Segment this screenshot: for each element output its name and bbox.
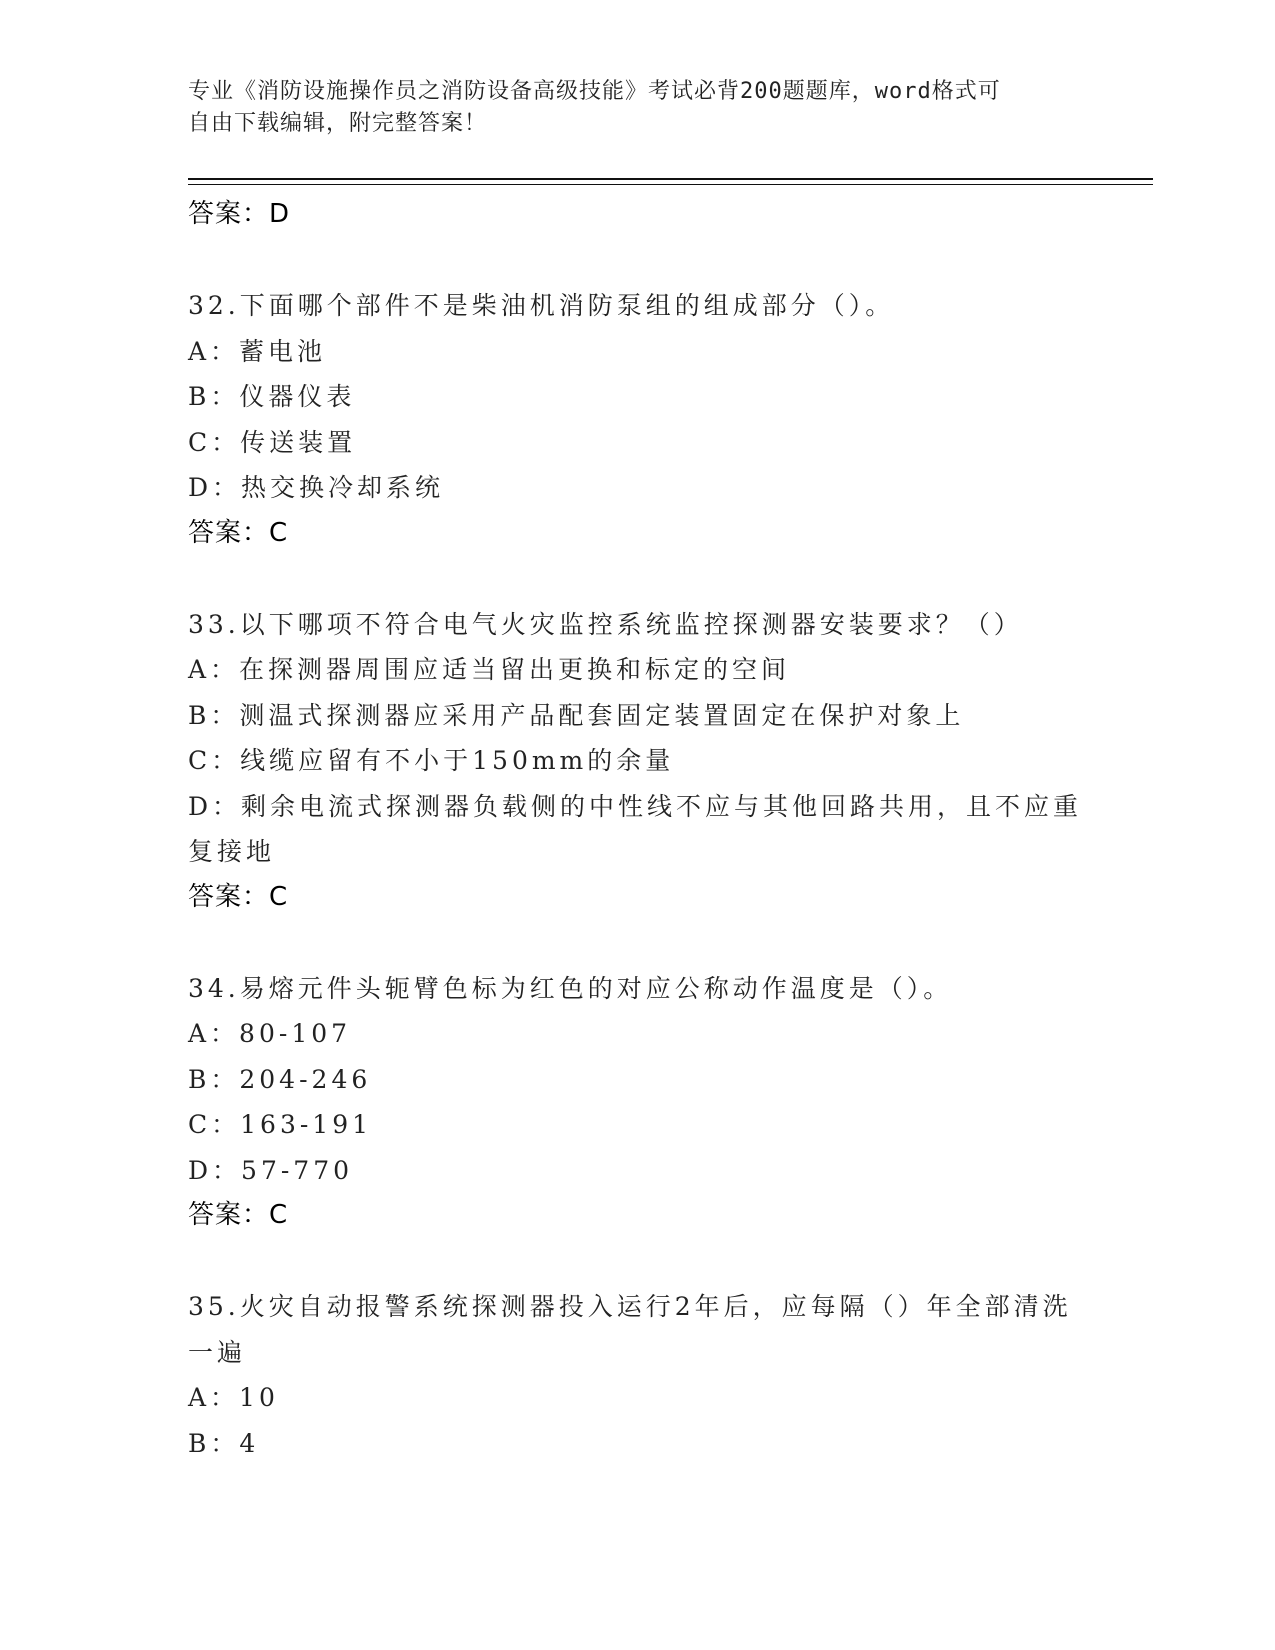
option-d: D：57-770 (188, 1155, 354, 1185)
header-line-1: 专业《消防设施操作员之消防设备高级技能》考试必背200题题库，word格式可 (188, 79, 1001, 104)
option-b: B：204-246 (188, 1064, 372, 1094)
option-a: A：蓄电池 (188, 336, 327, 366)
option-d: D：剩余电流式探测器负载侧的中性线不应与其他回路共用，且不应重 (188, 791, 1083, 821)
answer: 答案：C (188, 881, 289, 912)
option-a: A：10 (188, 1383, 279, 1412)
option-c: C：线缆应留有不小于150mm的余量 (188, 746, 675, 775)
header-line-2: 自由下载编辑，附完整答案！ (188, 111, 488, 136)
answer: 答案：C (188, 1200, 289, 1230)
question-stem-continued: 一遍 (188, 1337, 247, 1367)
question-stem: 34.易熔元件头轭臂色标为红色的对应公称动作温度是（）。 (188, 973, 953, 1003)
question-34 (188, 966, 1108, 1239)
spacer (188, 238, 1108, 284)
spacer (188, 920, 1108, 966)
header-divider-thin (188, 184, 1153, 185)
question-stem: 35.火灾自动报警系统探测器投入运行2年后，应每隔（）年全部清洗 (188, 1292, 1072, 1321)
header-divider-thick (188, 178, 1153, 180)
option-c: C：163-191 (188, 1110, 373, 1139)
spacer (188, 1239, 1108, 1285)
option-b: B：测温式探测器应采用产品配套固定装置固定在保护对象上 (188, 700, 965, 730)
question-stem: 32.下面哪个部件不是柴油机消防泵组的组成部分（）。 (188, 291, 895, 320)
option-a: A：在探测器周围应适当留出更换和标定的空间 (188, 655, 791, 684)
option-d: D：热交换冷却系统 (188, 473, 445, 502)
option-b: B：4 (188, 1428, 260, 1458)
option-c: C：传送装置 (188, 427, 357, 457)
question-33 (188, 602, 1108, 921)
option-a: A：80-107 (188, 1019, 352, 1048)
question-32 (188, 283, 1108, 556)
spacer (188, 556, 1108, 602)
document-header (188, 76, 1088, 140)
answer: 答案：C (188, 517, 289, 548)
previous-answer: 答案：D (188, 199, 291, 229)
question-stem: 33.以下哪项不符合电气火灾监控系统监控探测器安装要求？（） (188, 609, 1023, 639)
option-b: B：仪器仪表 (188, 382, 356, 411)
option-d-continued: 复接地 (188, 837, 276, 866)
question-35 (188, 1284, 1108, 1466)
question-list (188, 192, 1108, 1466)
